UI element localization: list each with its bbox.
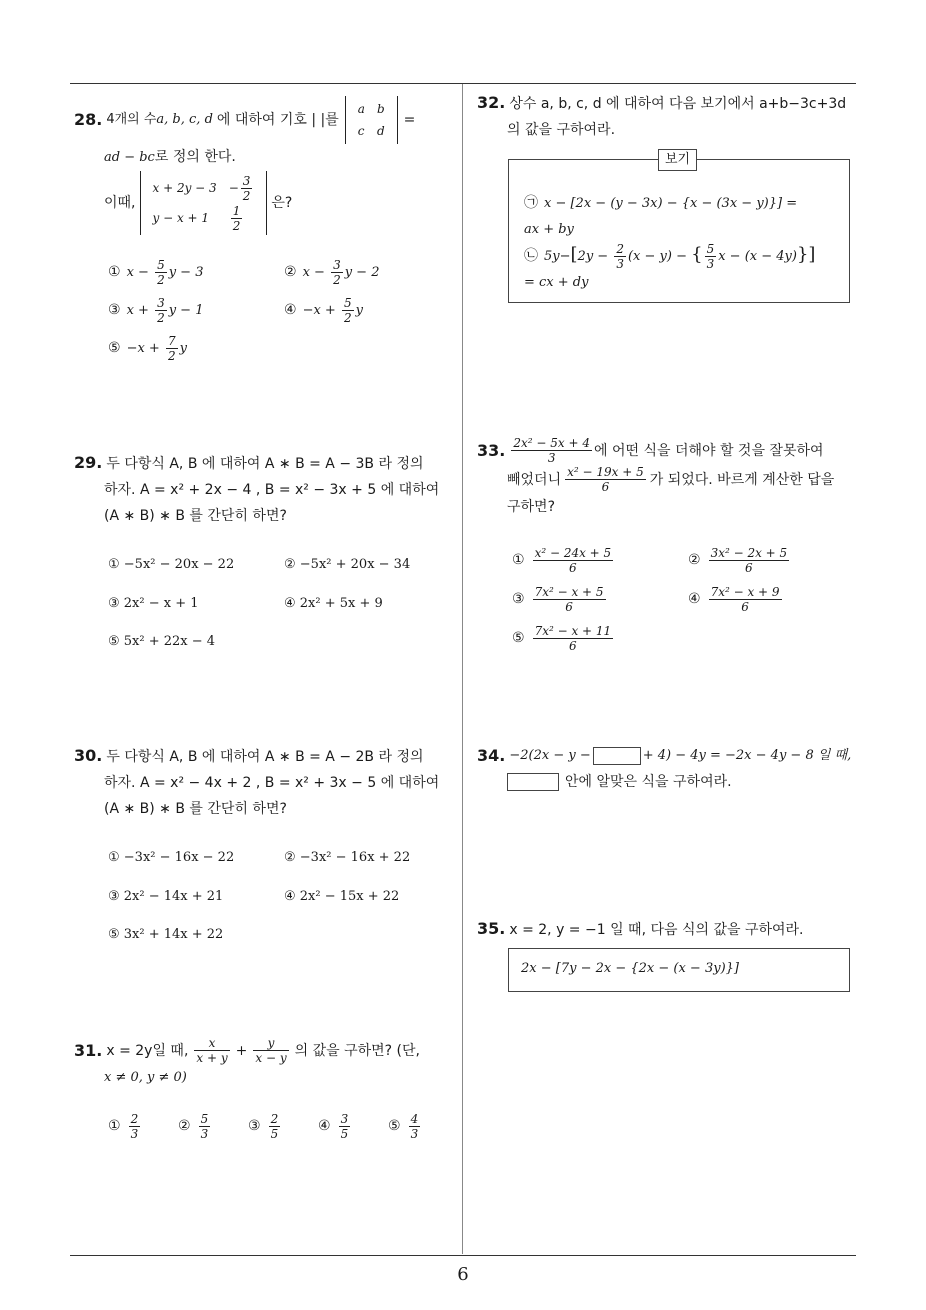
q33-option-4[interactable]: ④ $\frac{\text{7x² − x + 9}}{6}$	[688, 585, 780, 614]
answer-blank-ref	[507, 773, 559, 791]
bogi-item-1: ㉠ x − [2x − (y − 3x) − {x − (3x − y)}] = ax + by	[524, 195, 798, 237]
q31-option-2[interactable]: ② $\frac{5}{3}$	[178, 1112, 209, 1141]
q29-option-4[interactable]: ④ 2x² + 5x + 9	[284, 596, 383, 611]
q29-option-3[interactable]: ③ 2x² − x + 1	[108, 596, 199, 611]
question-33: 33. $\frac{\text{2x² − 5x + 4}}{3}$ 에 어떤 식을 더해야 할 것을 잘못하여 빼었더니 $\frac{\text{x² − 19x + 5}}{6}$ 가 되었다. 바르게 계산한 답을 구하면?	[477, 436, 835, 515]
question-35: 35. x = 2, y = −1 일 때, 다음 식의 값을 구하여라.	[477, 919, 804, 938]
page-number: 6	[457, 1264, 469, 1285]
q28-option-4[interactable]: ④ −x + $\frac{5}{2}$ y	[284, 296, 363, 325]
top-rule	[70, 83, 856, 84]
q30-option-4[interactable]: ④ 2x² − 15x + 22	[284, 889, 400, 904]
matrix-expression: x + 2y − 3 − $\frac{3}{2}$ y − x + 1 $\frac{1}{2}$	[140, 171, 268, 235]
q31-option-3[interactable]: ③ $\frac{2}{5}$	[248, 1112, 279, 1141]
q28-option-5[interactable]: ⑤ −x + $\frac{7}{2}$ y	[108, 334, 187, 363]
question-29: 29. 두 다항식 A, B 에 대하여 A ∗ B = A − 3B 라 정의 하자. A = x² + 2x − 4 , B = x² − 3x + 5 에 대하여 (A ∗ B) ∗ B 를 간단히 하면?	[74, 453, 440, 524]
q29-option-1[interactable]: ① −5x² − 20x − 22	[108, 557, 235, 572]
q28-option-3[interactable]: ③ x + $\frac{3}{2}$ y − 1	[108, 296, 204, 325]
q30-option-3[interactable]: ③ 2x² − 14x + 21	[108, 889, 224, 904]
determinant-symbol: a b c d	[345, 96, 398, 144]
question-32: 32. 상수 a, b, c, d 에 대하여 다음 보기에서 a+b−3c+3d 의 값을 구하여라.	[477, 93, 847, 138]
q31-option-1[interactable]: ① $\frac{2}{3}$	[108, 1112, 139, 1141]
q30-option-1[interactable]: ① −3x² − 16x − 22	[108, 850, 235, 865]
q29-option-5[interactable]: ⑤ 5x² + 22x − 4	[108, 634, 216, 649]
question-30: 30. 두 다항식 A, B 에 대하여 A ∗ B = A − 2B 라 정의 하자. A = x² − 4x + 2 , B = x² + 3x − 5 에 대하여 (A ∗ B) ∗ B 를 간단히 하면?	[74, 746, 440, 817]
question-31: 31. x = 2y일 때, $\frac{x}{x + y}$ + $\frac{y}{x - y}$ 의 값을 구하면? (단, x ≠ 0, y ≠ 0)	[74, 1036, 420, 1085]
q31-option-4[interactable]: ④ $\frac{3}{5}$	[318, 1112, 349, 1141]
question-34: 34. −2(2x − y − + 4) − 4y = −2x − 4y − 8 일 때, 안에 알맞은 식을 구하여라.	[477, 746, 852, 790]
bottom-rule	[70, 1255, 856, 1256]
q30-option-5[interactable]: ⑤ 3x² + 14x + 22	[108, 927, 224, 942]
q29-option-2[interactable]: ② −5x² + 20x − 34	[284, 557, 411, 572]
answer-blank[interactable]	[593, 747, 641, 765]
expression-box: 2x − [7y − 2x − {2x − (x − 3y)}]	[508, 948, 850, 992]
q33-option-3[interactable]: ③ $\frac{\text{7x² − x + 5}}{6}$	[512, 585, 604, 614]
question-number: 28.	[74, 110, 103, 129]
q28-option-2[interactable]: ② x − $\frac{3}{2}$ y − 2	[284, 258, 380, 287]
q33-option-5[interactable]: ⑤ $\frac{\text{7x² − x + 11}}{6}$	[512, 624, 612, 653]
q31-option-5[interactable]: ⑤ $\frac{4}{3}$	[388, 1112, 419, 1141]
question-28: 28. 4개의 수 a, b, c, d 에 대하여 기호 | |를 a b c d = ad − bc로 정의 한다. 이때, x + 2y − 3 − $\frac{3}{2}$ y − x + 1 $\frac{1}{2}$ 은?	[74, 96, 458, 235]
column-divider	[462, 84, 463, 1254]
bogi-label: 보기	[658, 149, 697, 171]
q33-option-2[interactable]: ② $\frac{\text{3x² − 2x + 5}}{6}$	[688, 546, 788, 575]
q33-option-1[interactable]: ① $\frac{\text{x² − 24x + 5}}{6}$	[512, 546, 612, 575]
q30-option-2[interactable]: ② −3x² − 16x + 22	[284, 850, 411, 865]
bogi-item-2: ㉡ 5y−[2y − $\frac{2}{3}$ (x − y) − { $\frac{5}{3}$ x − (x − 4y)}] = cx + dy	[524, 242, 816, 290]
q28-option-1[interactable]: ① x − $\frac{5}{2}$ y − 3	[108, 258, 204, 287]
